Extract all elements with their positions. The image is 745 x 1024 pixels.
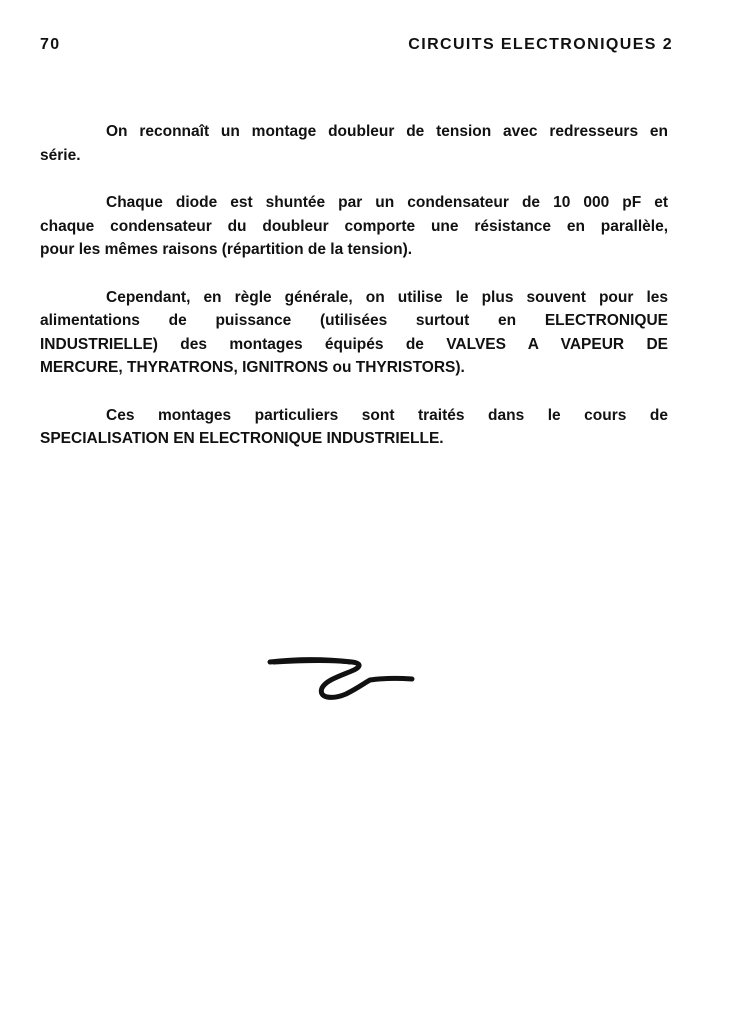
text-line: chaque condensateur du doubleur comporte une résistance en parallèle,: [40, 217, 668, 235]
text-line: INDUSTRIELLE) des montages équipés de VALVES A VAPEUR DE: [40, 335, 668, 353]
paragraph-1: [40, 120, 668, 167]
text-line: alimentations de puissance (utilisées surtout en ELECTRONIQUE: [40, 312, 668, 329]
page-number: 70: [40, 36, 61, 53]
text-line-content: On reconnaît un montage doubleur de tension avec redresseurs en: [106, 123, 668, 140]
text-line: [40, 120, 668, 144]
text-line: SPECIALISATION EN ELECTRONIQUE INDUSTRIELLE.: [40, 430, 444, 447]
paragraph-4: [40, 404, 668, 451]
end-flourish-icon: [266, 652, 416, 708]
text-line-content: Chaque diode est shuntée par un condensateur de 10 000 pF et: [106, 194, 668, 211]
text-line: MERCURE, THYRATRONS, IGNITRONS ou THYRISTORS).: [40, 359, 465, 376]
text-line-content: Ces montages particuliers sont traités dans le cours de: [106, 406, 668, 424]
text-line: série.: [40, 146, 81, 164]
paragraph-3: [40, 286, 668, 380]
text-line: [40, 404, 668, 428]
text-line-content: Cependant, en règle générale, on utilise le plus souvent pour les: [106, 288, 668, 306]
body-text: [40, 120, 668, 475]
text-line: [40, 286, 668, 310]
text-line: pour les mêmes raisons (répartition de la tension).: [40, 241, 413, 258]
running-title: CIRCUITS ELECTRONIQUES 2: [408, 36, 673, 53]
paragraph-2: [40, 191, 668, 262]
text-line: [40, 191, 668, 215]
page-header: [40, 34, 673, 56]
